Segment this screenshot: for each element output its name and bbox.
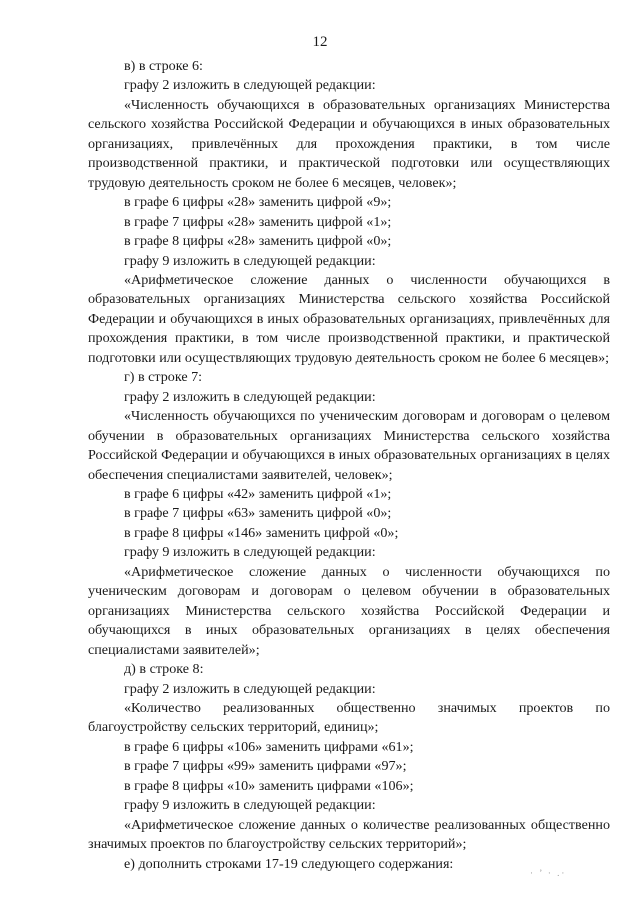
paragraph-instruction: в графе 6 цифры «106» заменить цифрами «61»;: [124, 738, 414, 755]
paragraph-quote: «Арифметическое сложение данных о численности обучающихся в образовательных организациях Министерства сельского хозяйства Российской Федерации и обучающихся в иных образовательных организациях, привлечённых для прохождения практики, в том числе производственной практики, и практической подготовки или осуществляющих трудовую деятельность сроком не более 6 месяцев»;: [88, 271, 610, 366]
document-body: [88, 57, 610, 874]
scan-artifact-mark: · ’ · .·: [530, 868, 567, 878]
paragraph-instruction: в графе 7 цифры «28» заменить цифрой «1»;: [124, 213, 392, 230]
paragraph-instruction: в графе 8 цифры «10» заменить цифрами «106»;: [124, 777, 414, 794]
paragraph-instruction: графу 2 изложить в следующей редакции:: [124, 77, 376, 94]
paragraph-item-e: е) дополнить строками 17-19 следующего содержания:: [124, 855, 454, 872]
paragraph-instruction: в графе 7 цифры «99» заменить цифрами «97»;: [124, 758, 407, 775]
paragraph-instruction: графу 2 изложить в следующей редакции:: [124, 680, 376, 697]
paragraph-instruction: в графе 6 цифры «42» заменить цифрой «1»;: [124, 485, 392, 502]
paragraph-instruction: в графе 7 цифры «63» заменить цифрой «0»;: [124, 505, 392, 522]
paragraph-instruction: графу 9 изложить в следующей редакции:: [124, 544, 376, 561]
paragraph-instruction: графу 9 изложить в следующей редакции:: [124, 252, 376, 269]
paragraph-instruction: в графе 8 цифры «146» заменить цифрой «0»;: [124, 524, 399, 541]
paragraph-instruction: графу 2 изложить в следующей редакции:: [124, 388, 376, 405]
paragraph-item-v: в) в строке 6:: [124, 58, 203, 74]
paragraph-item-d: д) в строке 8:: [124, 661, 204, 678]
paragraph-quote: «Количество реализованных общественно значимых проектов по благоустройству сельских территорий, единиц»;: [88, 699, 610, 736]
paragraph-item-g: г) в строке 7:: [124, 369, 203, 386]
paragraph-instruction: в графе 8 цифры «28» заменить цифрой «0»;: [124, 233, 392, 250]
paragraph-quote: «Численность обучающихся в образовательных организациях Министерства сельского хозяйства Российской Федерации и обучающихся в иных образовательных организациях, привлечённых для прохождения практики, в том числе производственной практики, и практической подготовки или осуществляющих трудовую деятельность сроком не более 6 месяцев, человек»;: [88, 96, 610, 191]
paragraph-quote: «Арифметическое сложение данных о численности обучающихся по ученическим договорам и договорам о целевом обучении в образовательных организациях Министерства сельского хозяйства Российской Федерации и обучающихся в иных образовательных организациях в целях обеспечения специалистами заявителей»;: [88, 563, 610, 658]
page-number: 12: [312, 34, 328, 50]
paragraph-instruction: в графе 6 цифры «28» заменить цифрой «9»;: [124, 194, 392, 211]
paragraph-quote: «Арифметическое сложение данных о количестве реализованных общественно значимых проектов по благоустройству сельских территорий»;: [88, 816, 610, 853]
paragraph-instruction: графу 9 изложить в следующей редакции:: [124, 797, 376, 814]
paragraph-quote: «Численность обучающихся по ученическим договорам и договорам о целевом обучении в образовательных организациях Министерства сельского хозяйства Российской Федерации и обучающихся в иных образовательных организациях в целях обеспечения специалистами заявителей, человек»;: [88, 408, 610, 483]
